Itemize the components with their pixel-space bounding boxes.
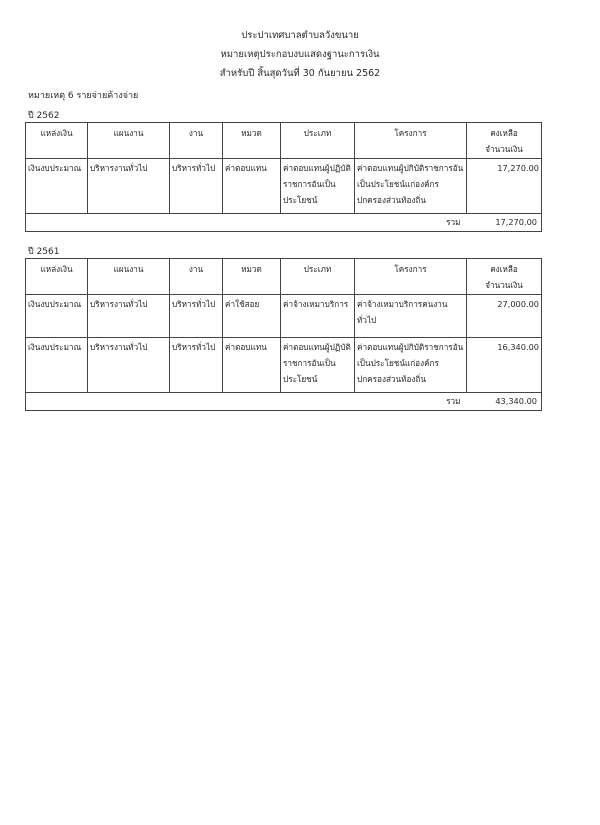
table-header-row <box>26 259 542 295</box>
cell-type: ค่าตอบแทนผู้ปฏิบัติราชการอันเป็นประโยชน์ <box>281 159 355 214</box>
table-row <box>26 338 542 393</box>
col-project-header: โครงการ <box>355 123 467 159</box>
cell-work: บริหารทั่วไป <box>170 295 223 338</box>
cell-amount: 27,000.00 <box>467 295 542 338</box>
col-work-header: งาน <box>170 123 223 159</box>
col-type-header: ประเภท <box>281 259 355 295</box>
section-year-2562: ปี 2562 <box>28 111 60 121</box>
col-balance-header <box>467 123 542 159</box>
cell-source: เงินงบประมาณ <box>26 338 88 393</box>
col-category-header: หมวด <box>223 123 281 159</box>
report-period: สำหรับปี สิ้นสุดวันที่ 30 กันยายน 2562 <box>219 68 381 79</box>
table-row <box>26 159 542 214</box>
cell-category: ค่าตอบแทน <box>223 159 281 214</box>
table-header-row <box>26 123 542 159</box>
section-year-2561: ปี 2561 <box>28 247 60 257</box>
cell-work: บริหารทั่วไป <box>170 338 223 393</box>
col-plan-header: แผนงาน <box>88 123 170 159</box>
ledger-table-2561 <box>25 258 542 411</box>
org-name: ประปาเทศบาลตำบลวังขนาย <box>241 30 359 41</box>
cell-type: ค่าจ้างเหมาบริการ <box>281 295 355 338</box>
cell-category: ค่าตอบแทน <box>223 338 281 393</box>
cell-amount: 17,270.00 <box>467 159 542 214</box>
cell-plan: บริหารงานทั่วไป <box>88 159 170 214</box>
col-plan-header: แผนงาน <box>88 259 170 295</box>
total-amount: 17,270.00 <box>467 214 542 232</box>
total-row <box>26 393 542 411</box>
col-balance-label: คงเหลือ <box>490 264 518 274</box>
cell-amount: 16,340.00 <box>467 338 542 393</box>
col-amount-label: จำนวนเงิน <box>485 280 523 290</box>
report-title: หมายเหตุประกอบงบแสดงฐานะการเงิน <box>220 49 380 60</box>
col-type-header: ประเภท <box>281 123 355 159</box>
cell-project: ค่าตอบแทนผู้ปกิบัติราชการอันเป็นประโยชน์แก่องค์กรปกครองส่วนท้องถิ่น <box>355 159 467 214</box>
cell-plan: บริหารงานทั่วไป <box>88 338 170 393</box>
document-header <box>0 26 600 83</box>
table-row <box>26 295 542 338</box>
cell-type: ค่าตอบแทนผู้ปฏิบัติราชการอันเป็นประโยชน์ <box>281 338 355 393</box>
col-balance-header <box>467 259 542 295</box>
total-label: รวม <box>26 214 467 232</box>
cell-work: บริหารทั่วไป <box>170 159 223 214</box>
cell-project: ค่าตอบแทนผู้ปกิบัติราชการอันเป็นประโยชน์แก่องค์กรปกครองส่วนท้องถิ่น <box>355 338 467 393</box>
total-label: รวม <box>26 393 467 411</box>
col-amount-label: จำนวนเงิน <box>485 144 523 154</box>
col-source-header: แหล่งเงิน <box>26 259 88 295</box>
note-title: หมายเหตุ 6 รายจ่ายค้างจ่าย <box>28 91 139 101</box>
cell-plan: บริหารงานทั่วไป <box>88 295 170 338</box>
total-row <box>26 214 542 232</box>
col-balance-label: คงเหลือ <box>490 128 518 138</box>
ledger-table-2562 <box>25 122 542 232</box>
col-work-header: งาน <box>170 259 223 295</box>
cell-source: เงินงบประมาณ <box>26 159 88 214</box>
col-category-header: หมวด <box>223 259 281 295</box>
col-project-header: โครงการ <box>355 259 467 295</box>
cell-source: เงินงบประมาณ <box>26 295 88 338</box>
cell-project: ค่าจ้างเหมาบริการคนงานทั่วไป <box>355 295 467 338</box>
total-amount: 43,340.00 <box>467 393 542 411</box>
cell-category: ค่าใช้สอย <box>223 295 281 338</box>
col-source-header: แหล่งเงิน <box>26 123 88 159</box>
